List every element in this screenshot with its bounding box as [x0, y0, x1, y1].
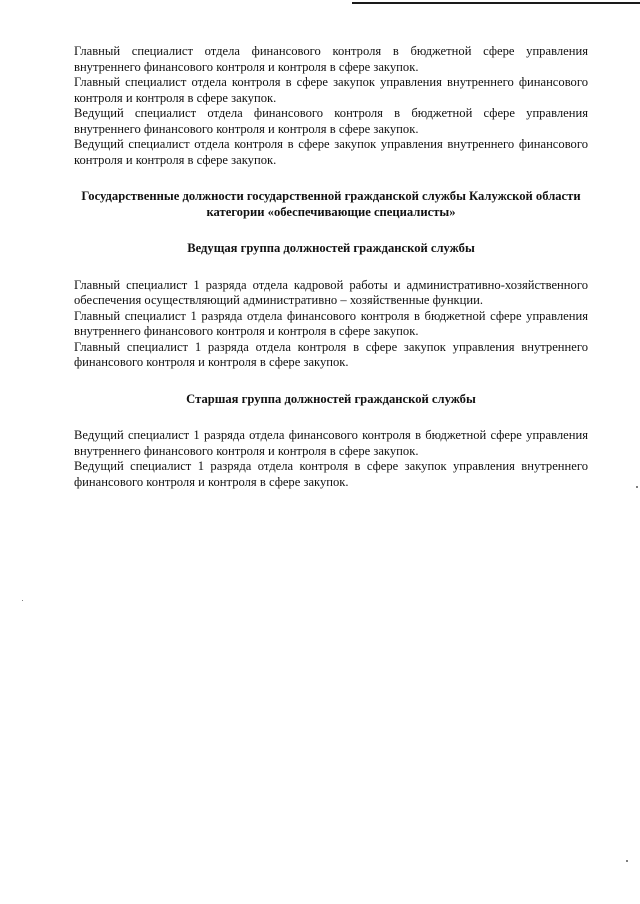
lead-group-heading: Ведущая группа должностей гражданской службы	[187, 241, 475, 255]
document-page	[74, 44, 588, 490]
category-heading	[74, 189, 588, 220]
position-item: Ведущий специалист отдела финансового контроля в бюджетной сфере управления внутреннего финансового контроля и контроля в сфере закупок.	[74, 106, 588, 136]
position-item: Ведущий специалист 1 разряда отдела контроля в сфере закупок управления внутреннего финансового контроля и контроля в сфере закупок.	[74, 459, 588, 489]
category-heading-line-2: категории «обеспечивающие специалисты»	[206, 204, 456, 219]
position-item: Главный специалист 1 разряда отдела контроля в сфере закупок управления внутреннего финансового контроля и контроля в сфере закупок.	[74, 339, 588, 369]
lead-group-list	[74, 278, 588, 371]
scan-speck	[22, 600, 23, 601]
positions-list-top	[74, 44, 588, 168]
senior-group-list	[74, 428, 588, 490]
scan-edge-line	[352, 2, 640, 4]
scan-speck	[636, 486, 638, 488]
position-item: Главный специалист 1 разряда отдела финансового контроля в бюджетной сфере управления внутреннего финансового контроля и контроля в сфере закупок.	[74, 308, 588, 338]
scan-speck	[626, 860, 628, 862]
position-item: Главный специалист отдела контроля в сфере закупок управления внутреннего финансового контроля и контроля в сфере закупок.	[74, 75, 588, 105]
position-item: Ведущий специалист отдела контроля в сфере закупок управления внутреннего финансового контроля и контроля в сфере закупок.	[74, 137, 588, 167]
position-item: Главный специалист 1 разряда отдела кадровой работы и административно-хозяйственного обеспечения осуществляющий административно – хозяйственные функции.	[74, 277, 588, 307]
position-item: Главный специалист отдела финансового контроля в бюджетной сфере управления внутреннего финансового контроля и контроля в сфере закупок.	[74, 44, 588, 74]
senior-group-heading: Старшая группа должностей гражданской службы	[186, 391, 476, 406]
category-heading-line-1: Государственные должности государственной гражданской службы Калужской области	[81, 189, 581, 203]
position-item: Ведущий специалист 1 разряда отдела финансового контроля в бюджетной сфере управления внутреннего финансового контроля и контроля в сфере закупок.	[74, 428, 588, 458]
